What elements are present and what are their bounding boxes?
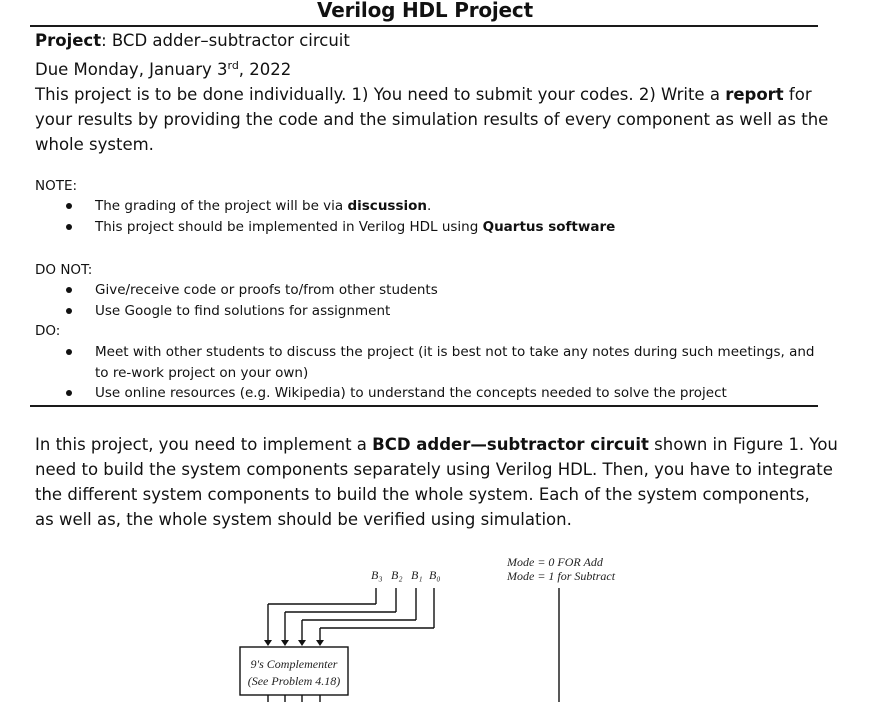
bullet-icon	[66, 349, 72, 355]
b2-label: B₂	[391, 568, 403, 582]
b0-label: B₀	[429, 568, 441, 582]
do-not-list	[60, 280, 820, 321]
body-line-4: as well as, the whole system should be verified using simulation.	[35, 510, 572, 529]
intro-paragraph	[35, 28, 829, 157]
project-value: : BCD adder–subtractor circuit	[101, 31, 350, 50]
body-line-1: In this project, you need to implement a BCD adder—subtractor circuit shown in Figure 1. You	[35, 435, 838, 454]
page-title: Verilog HDL Project	[317, 0, 533, 22]
circuit-name: BCD adder—subtractor circuit	[372, 435, 649, 454]
do-not-label: DO NOT:	[35, 262, 93, 278]
bullet-icon	[66, 203, 72, 209]
do-label: DO:	[35, 323, 61, 339]
bullet-icon	[66, 308, 72, 314]
complementer-sublabel: (See Problem 4.18)	[247, 674, 341, 688]
list-item: Use online resources (e.g. Wikipedia) to understand the concepts needed to solve the project	[60, 383, 820, 404]
intro-line-2: your results by providing the code and the simulation results of every component as well as the	[35, 110, 829, 129]
circuit-figure	[230, 548, 630, 702]
bullet-icon	[66, 390, 72, 396]
complementer-label: 9's Complementer	[250, 657, 338, 671]
project-label: Project	[35, 31, 102, 50]
list-item: The grading of the project will be via discussion.	[60, 196, 820, 217]
intro-line-3: whole system.	[35, 135, 154, 154]
list-item: Give/receive code or proofs to/from other students	[60, 280, 820, 301]
project-line	[35, 28, 825, 53]
body-paragraph	[35, 432, 838, 532]
top-rule	[30, 25, 818, 27]
due-superscript: rd	[227, 59, 239, 72]
due-suffix: , 2022	[238, 60, 292, 79]
b1-label: B₁	[411, 568, 423, 582]
do-list	[60, 342, 820, 404]
due-line	[35, 53, 825, 82]
mode-sub-label: Mode = 1 for Subtract	[507, 569, 616, 583]
report-keyword: report	[725, 85, 784, 104]
mode-add-label: Mode = 0 FOR Add	[507, 555, 603, 569]
bullet-icon	[66, 287, 72, 293]
body-line-3: the different system components to build the whole system. Each of the system components,	[35, 485, 810, 504]
intro-line-1: This project is to be done individually. 1) You need to submit your codes. 2) Write a report for	[35, 85, 812, 104]
body-line-2: need to build the system components separately using Verilog HDL. Then, you have to integrate	[35, 460, 833, 479]
due-prefix: Due Monday, January 3	[35, 60, 228, 79]
list-item: Meet with other students to discuss the project (it is best not to take any notes during such meetings, and to re-work project on your own)	[60, 342, 820, 383]
section-rule	[30, 405, 818, 407]
bullet-icon	[66, 224, 72, 230]
note-list	[60, 196, 820, 237]
note-label: NOTE:	[35, 178, 78, 194]
list-item: This project should be implemented in Verilog HDL using Quartus software	[60, 217, 820, 238]
b3-label: B₃	[371, 568, 383, 582]
list-item: Use Google to find solutions for assignment	[60, 301, 820, 322]
